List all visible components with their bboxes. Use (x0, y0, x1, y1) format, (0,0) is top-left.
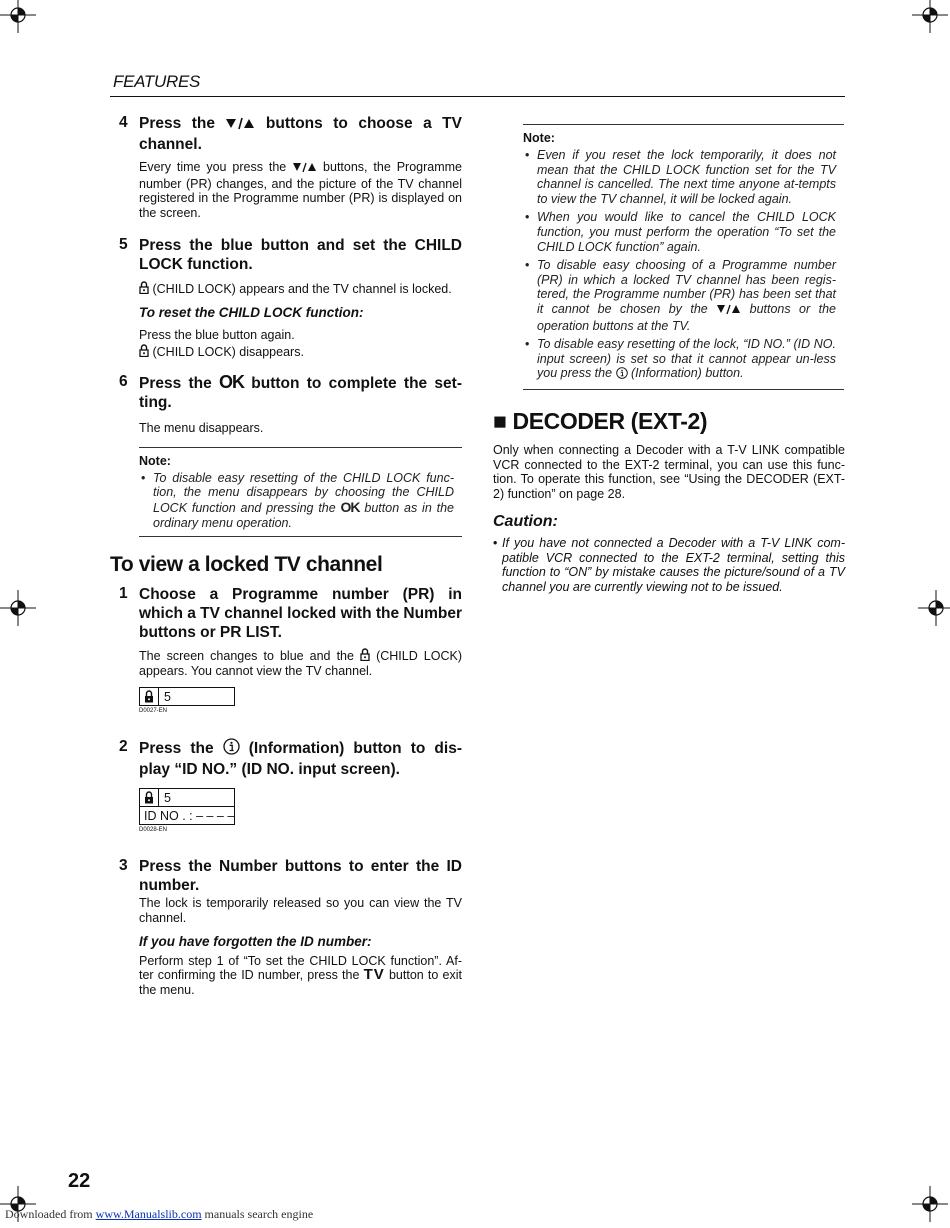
step-title: Press the buttons to choose a TV channel. (139, 115, 462, 153)
sub-body: Press the blue button again. (139, 327, 295, 342)
step-number: 5 (119, 236, 128, 254)
note-list (139, 471, 454, 530)
child-lock-icon (360, 648, 370, 660)
osd-programme-number: 5 (164, 790, 171, 805)
sub-body: Perform step 1 of “To set the CHILD LOCK function”. Af-ter confirming the ID number, press the TV button to exit the menu. (139, 953, 462, 997)
step-title: Press the Number buttons to enter the ID number. (139, 858, 462, 895)
step-title: Press the blue button and set the CHILD LOCK function. (139, 237, 462, 274)
step-number: 6 (119, 373, 128, 391)
view-step-3 (116, 857, 462, 997)
step-body: Every time you press the buttons, the Programme number (PR) changes, and the picture of the TV channel registered in the Programme number (PR) is displayed on the screen. (139, 160, 462, 220)
registration-mark-icon (0, 590, 36, 626)
step-title: Press the OK button to complete the set-ting. (139, 372, 462, 412)
left-column (110, 114, 462, 997)
osd-lock-display (139, 687, 235, 706)
child-lock-icon (140, 789, 159, 806)
tv-button-symbol: TV (363, 966, 385, 984)
step-body: The lock is temporarily released so you can view the TV channel. (139, 896, 462, 925)
step-number: 1 (119, 585, 128, 603)
note-box (139, 447, 462, 537)
step-body: (CHILD LOCK) appears and the TV channel is locked. (139, 281, 462, 297)
step-title: Press the (Information) button to dis-play “ID NO.” (ID NO. input screen). (139, 740, 462, 779)
step-number: 4 (119, 114, 128, 131)
step-4 (116, 114, 462, 220)
decoder-body: Only when connecting a Decoder with a T-V LINK compatible VCR connected to the EXT-2 terminal, you can use this func-tion. To operate this function, see “Using the DECODER (EXT-2) function” on page 28. (493, 442, 845, 501)
note-item: • To disable easy resetting of the CHILD LOCK func-tion, the menu disappears by choosing the CHILD LOCK function and pressing the OK button as in the ordinary menu operation. (139, 471, 454, 530)
sub-heading: If you have forgotten the ID number: (139, 933, 372, 949)
note-box (523, 124, 844, 390)
note-item: • When you would like to cancel the CHILD LOCK function, you must perform the operation “To set the CHILD LOCK function” again. (523, 210, 836, 254)
down-up-arrow-icon (292, 162, 317, 177)
child-lock-icon (139, 281, 149, 293)
registration-mark-icon (912, 0, 948, 33)
registration-mark-icon (912, 1186, 948, 1222)
header-rule (110, 96, 845, 97)
note-label: Note: (139, 453, 171, 468)
caution-label: Caution: (493, 513, 558, 531)
section-header: FEATURES (113, 72, 201, 91)
caution-body: If you have not connected a Decoder with a T-V LINK com-patible VCR connected to the EXT-2 terminal, setting this function to “ON” by mistake causes the picture/sound of a TV channel you are currently viewing not to be issued. (502, 536, 845, 595)
information-icon (616, 367, 628, 383)
osd-id-input-display (139, 788, 235, 825)
child-lock-icon (140, 688, 159, 705)
note-item: • Even if you reset the lock temporarily, it does not mean that the CHILD LOCK function set for the TV channel is cancelled. The next time anyone at-tempts to view the TV channel, it will be locked again. (523, 148, 836, 206)
step-body: The screen changes to blue and the (CHILD LOCK) appears. You cannot view the TV channel. (139, 649, 462, 678)
decoder-section-title: ■ DECODER (EXT-2) (493, 407, 708, 434)
step-body: The menu disappears. (139, 421, 264, 436)
down-up-arrow-icon (225, 116, 255, 135)
step-5 (116, 236, 462, 359)
information-icon (223, 738, 240, 760)
figure-code: D0028-EN (139, 827, 168, 834)
step-title: Choose a Programme number (PR) in which a TV channel locked with the Number buttons or PR LIST. (139, 586, 462, 642)
ok-button-symbol: OK (340, 498, 360, 515)
download-footer: Downloaded from www.Manualslib.com manuals search engine (5, 1207, 314, 1221)
sub-heading: To reset the CHILD LOCK function: (139, 304, 364, 320)
note-item: • To disable easy choosing of a Programme number (PR) in which a locked TV channel has been regis-tered, the Programme number (PR) has been set that it cannot be chosen by the buttons or the operation buttons at the TV. (523, 258, 836, 333)
child-lock-icon (139, 344, 149, 356)
figure-code: D0027-EN (139, 708, 168, 715)
note-label: Note: (523, 131, 555, 145)
step-6 (116, 373, 462, 436)
manualslib-link[interactable]: www.Manualslib.com (95, 1207, 202, 1221)
osd-id-input: ID NO . : – – – – (140, 806, 234, 824)
note-list (523, 148, 836, 383)
down-up-arrow-icon (716, 304, 741, 319)
registration-mark-icon (918, 590, 950, 626)
registration-mark-icon (0, 0, 36, 33)
section-title: To view a locked TV channel (110, 553, 383, 577)
caution-item: • If you have not connected a Decoder with a T-V LINK com-patible VCR connected to the EXT-2 terminal, setting this function to “ON” by mistake causes the picture/sound of a TV channel you are currently viewing not to be issued. (493, 536, 845, 595)
view-step-2 (116, 738, 462, 833)
osd-programme-number: 5 (164, 689, 171, 704)
step-number: 3 (119, 857, 128, 875)
sub-body: (CHILD LOCK) disappears. (139, 344, 462, 360)
view-step-1 (116, 585, 462, 714)
step-number: 2 (119, 738, 128, 756)
right-column (493, 124, 845, 595)
note-item: • To disable easy resetting of the lock, “ID NO.” (ID NO. input screen) is set so that it cannot appear un-less you press the (Information) button. (523, 337, 836, 383)
ok-button-symbol: OK (219, 372, 245, 393)
page-number: 22 (68, 1170, 91, 1192)
